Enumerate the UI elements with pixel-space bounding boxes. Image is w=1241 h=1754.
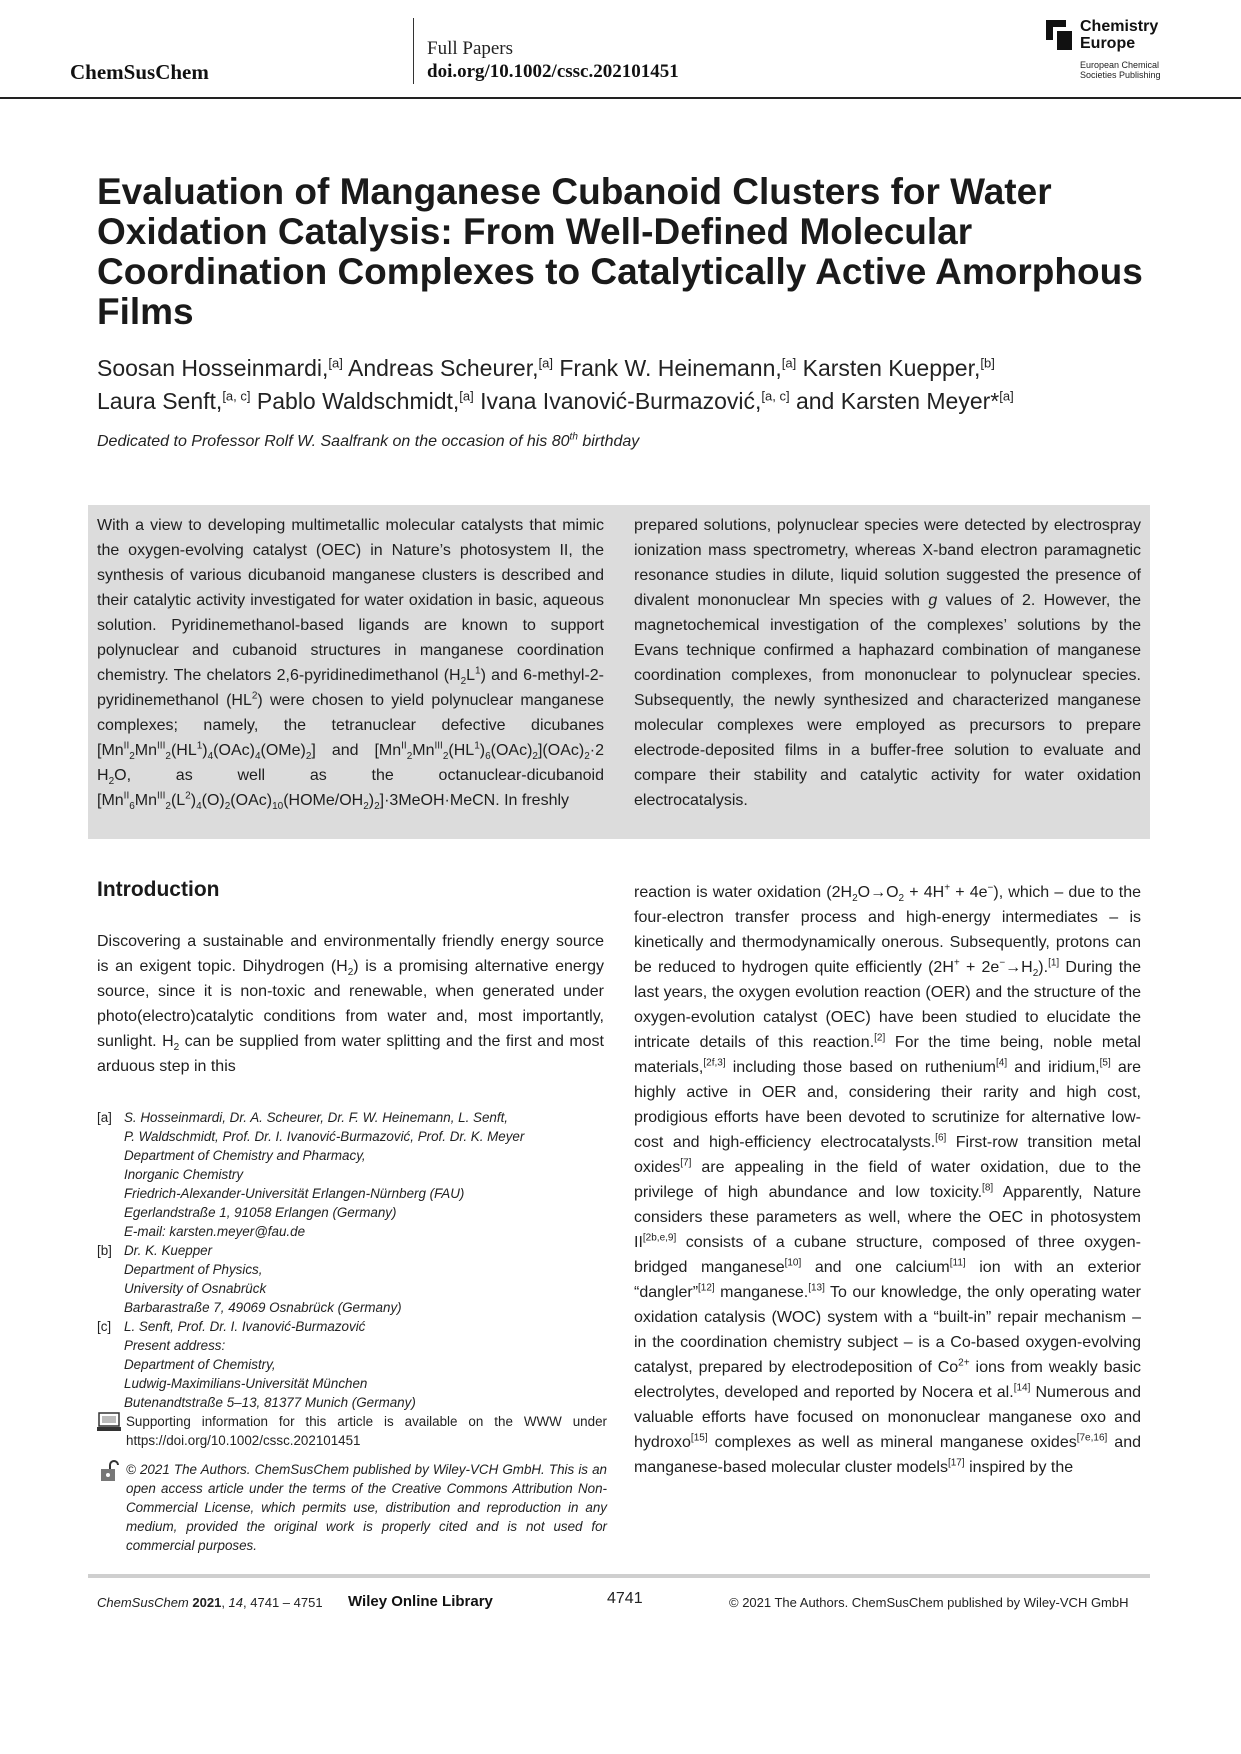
header-rule — [0, 97, 1241, 99]
doi-link[interactable]: doi.org/10.1002/cssc.202101451 — [427, 61, 679, 82]
footer-citation: ChemSusChem 2021, 14, 4741 – 4751 — [97, 1595, 323, 1610]
dedication: Dedicated to Professor Rolf W. Saalfrank on the occasion of his 80th birthday — [97, 431, 640, 450]
affiliation-c: [c] L. Senft, Prof. Dr. I. Ivanović-Burmazović Present address: Department of Chemistry, Ludwig-Maximilians-Universität München Butenandtstraße 5–13, 81377 Munich (Germany) — [97, 1319, 416, 1410]
logo-subtitle: European Chemical Societies Publishing — [1080, 60, 1161, 80]
open-access-lock-icon — [97, 1460, 121, 1484]
logo-name: Chemistry Europe — [1080, 18, 1159, 52]
article-type: Full Papers — [427, 38, 514, 59]
article-title: Evaluation of Manganese Cubanoid Clusters for Water Oxidation Catalysis: From Well-Defined Molecular Coordination Complexes to Catalytically Active Amorphous Films — [97, 171, 1143, 332]
wiley-online-library-link[interactable]: Wiley Online Library — [348, 1593, 493, 1610]
introduction-heading: Introduction — [97, 878, 220, 901]
chemistry-europe-logo — [1046, 18, 1174, 84]
introduction-left-text: Discovering a sustainable and environmentally friendly energy source is an exigent topic. Dihydrogen $(H_2)$ is a promising alternative energy source, since it is non-toxic and renewable, when generated under photo(electro)catalytic conditions from water and, most importantly, sunlight. $H_2$ can be supplied from water splitting and the first and most arduous step in this — [97, 933, 605, 1075]
author-list: Soosan Hosseinmardi,[a] Andreas Scheurer,[a] Frank W. Heinemann,[a] Karsten Kuepper,[b] Laura Senft,[a, c] Pablo Waldschmidt,[a] Ivana Ivanović-Burmazović,[a, c] and Karsten Meyer*[a] — [97, 355, 1014, 414]
journal-name: ChemSusChem — [70, 60, 209, 84]
abstract-right-column: prepared solutions, polynuclear species were detected by electrospray ionization mass spectrometry, whereas X-band electron paramagnetic resonance studies in dilute, liquid solution suggested the presence of divalent mononuclear Mn species with g values of 2. However, the magnetochemical investigation of the complexes’ solutions by the Evans technique confirmed a haphazard combination of manganese coordination complexes, from mononuclear to polynuclear species. Subsequently, the newly synthesized and characterized manganese molecular complexes were employed as precursors to prepare electrode-deposited films in a buffer-free solution to evaluate and compare their stability and catalytic activity for water oxidation electrocatalysis. — [634, 517, 1141, 809]
introduction-right-text: reaction is water oxidation $(2H_2O\to O_2 + 4H^+ + 4e^-)$, which – due to the four-electron transfer process and high-energy intermediates – is kinetically and thermodynamically onerous. Subsequently, protons can be reduced to hydrogen quite efficiently $(2H^+ + 2e^-\to H_2).[1]$ During the last years, the oxygen evolution reaction (OER) and the structure of the oxygen-evolution catalyst (OEC) have been studied to elucidate the intricate details of this reaction.[2] For the time being, noble metal materials,[2f,3] including those based on ruthenium[4] and iridium,[5] are highly active in OER and, considering their rarity and high cost, prodigious efforts have been devoted to scrutinize for alternative low-cost and high-efficiency electrocatalysts.[6] First-row transition metal oxides[7] are appealing in the field of water oxidation, due to the privilege of high abundance and low toxicity.[8] Apparently, Nature considers these parameters as well, where the OEC in photosystem II[2b,e,9] consists of a cubane structure, composed of three oxygen-bridged manganese[10] and one calcium[11] ion with an exterior “dangler”[12] manganese.[13] To our knowledge, the only operating water oxidation catalysis (WOC) system with a “built-in” repair mechanism – in the coordination chemistry subject – is a Co-based oxygen-evolving catalyst, prepared by electrodeposition of $Co^{2+}$ ions from weakly basic electrolytes, developed and reported by Nocera et al.[14] Numerous and valuable efforts have focused on mononuclear manganese oxo and hydroxo[15] complexes as well as mineral manganese oxides[7e,16] and manganese-based molecular cluster models[17] inspired by the — [634, 882, 1142, 1476]
email-link[interactable]: E-mail: karsten.meyer@fau.de — [124, 1224, 306, 1239]
footer-copyright: © 2021 The Authors. ChemSusChem published by Wiley-VCH GmbH — [729, 1595, 1129, 1610]
supporting-information-note: Supporting information for this article is available on the WWW under https://doi.org/10.1002/cssc.202101451 — [97, 1412, 607, 1450]
open-access-license: © 2021 The Authors. ChemSusChem published by Wiley-VCH GmbH. This is an open access article under the terms of the Creative Commons Attribution Non-Commercial License, which permits use, distribution and reproduction in any medium, provided the original work is properly cited and is not used for commercial purposes. — [97, 1460, 607, 1555]
affiliation-b: [b] Dr. K. Kuepper Department of Physics, University of Osnabrück Barbarastraße 7, 49069 Osnabrück (Germany) — [97, 1243, 402, 1315]
header-divider — [413, 18, 414, 84]
chemistry-europe-logo-icon — [1046, 20, 1072, 50]
page-number: 4741 — [607, 1590, 643, 1607]
abstract-left-column: With a view to developing multimetallic molecular catalysts that mimic the oxygen-evolving catalyst (OEC) in Nature’s photosystem II, the synthesis of various dicubanoid manganese clusters is described and their catalytic activity investigated for water oxidation in basic, aqueous solution. Pyridinemethanol-based ligands are known to support polynuclear and cubanoid structures in manganese coordination chemistry. The chelators 2,6-pyridinedimethanol $(H_2L^1)$ and 6-methyl-2-pyridinemethanol $(HL^2)$ were chosen to yield polynuclear manganese complexes; namely, the tetranuclear defective dicubanes $[Mn^{II}_2Mn^{III}_2(HL^1)_4(OAc)_4(OMe)_2]$ and $[Mn^{II}_2Mn^{III}_2(HL^1)_6(OAc)_2](OAc)_2\cdot 2$ $H_2O$, as well as the octanuclear-dicubanoid $[Mn^{II}_6Mn^{III}_2(L^2)_4(O)_2(OAc)_{10}(HOMe/OH_2)_2]\cdot 3MeOH\cdot MeCN$. In freshly — [97, 517, 605, 813]
footer-rule — [88, 1574, 1150, 1578]
computer-icon — [97, 1412, 121, 1432]
affiliations — [97, 1108, 607, 1412]
abstract-box — [88, 505, 1150, 839]
affiliation-a: [a] S. Hosseinmardi, Dr. A. Scheurer, Dr. F. W. Heinemann, L. Senft, P. Waldschmidt, Prof. Dr. I. Ivanović-Burmazović, Prof. Dr. K. Meyer Department of Chemistry and Pharmacy, Inorganic Chemistry Friedrich-Alexander-Universität Erlangen-Nürnberg (FAU) Egerlandstraße 1, 91058 Erlangen (Germany) E-mail: karsten.meyer@fau.de — [97, 1108, 607, 1241]
